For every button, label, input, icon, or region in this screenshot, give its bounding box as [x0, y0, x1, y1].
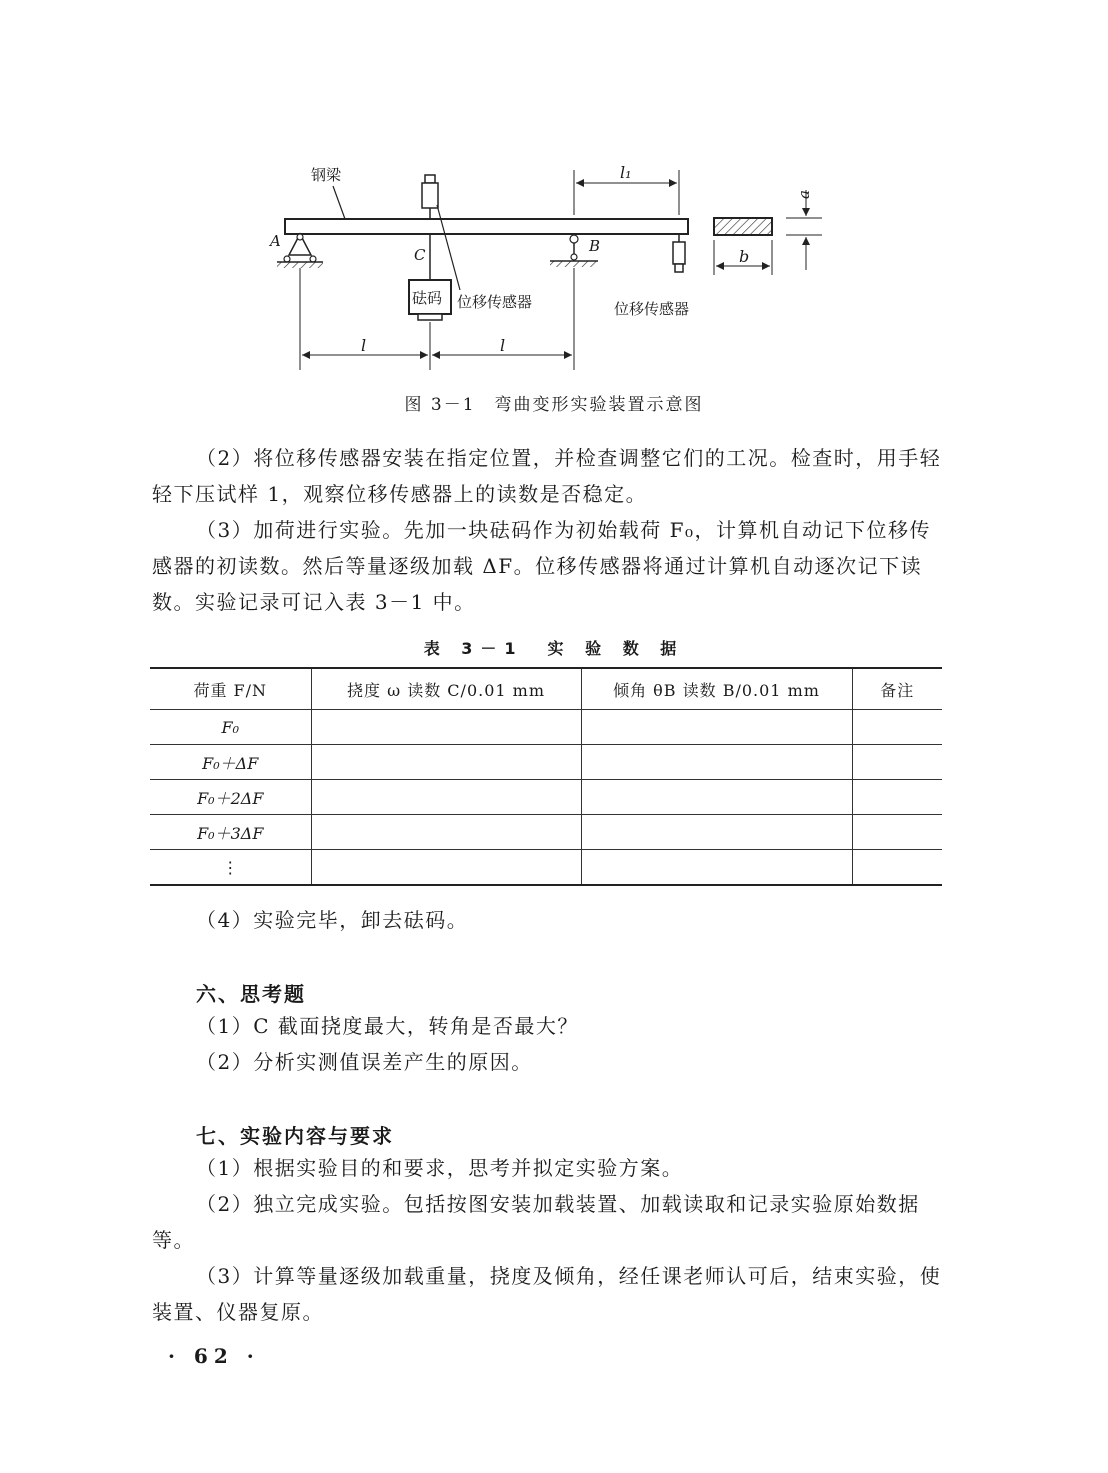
support-a-label: A: [270, 232, 281, 250]
dim-a: a: [795, 190, 813, 199]
steel-beam: [285, 219, 688, 234]
sensor-label-1: 位移传感器: [457, 293, 533, 311]
section-7-heading: 七、实验内容与要求: [196, 1124, 394, 1148]
point-c-label: C: [414, 246, 426, 264]
beam-cross-section: [714, 218, 772, 235]
sensor-label-2: 位移传感器: [614, 300, 690, 318]
table-row: [150, 710, 942, 745]
empty-cell: [852, 745, 942, 780]
page-number: · 62 ·: [168, 1344, 260, 1368]
header-angle: 倾角 θB 读数 B/0.01 mm: [581, 668, 852, 710]
table-row: [150, 815, 942, 850]
empty-cell: [311, 780, 581, 815]
section-6-heading: 六、思考题: [196, 982, 306, 1006]
table-row: [150, 780, 942, 815]
empty-cell: [581, 780, 852, 815]
bending-experiment-diagram: [0, 0, 1108, 380]
table-row: [150, 850, 942, 886]
requirement-3: （3）计算等量逐级加载重量，挠度及倾角，经任课老师认可后，结束实验，使装置、仪器复原。: [152, 1264, 942, 1324]
empty-cell: [311, 850, 581, 886]
table-row: [150, 745, 942, 780]
paragraph-step-2: （2）将位移传感器安装在指定位置，并检查调整它们的工况。检查时，用手轻轻下压试样 1，观察位移传感器上的读数是否稳定。: [152, 446, 942, 506]
data-table: [150, 667, 942, 886]
weight-label: 砝码: [412, 289, 443, 307]
empty-cell: [581, 815, 852, 850]
header-deflection: 挠度 ω 读数 C/0.01 mm: [311, 668, 581, 710]
load-cell: ⋮: [150, 850, 311, 886]
load-cell: F₀＋ΔF: [150, 745, 311, 780]
beam-label: 钢梁: [311, 166, 342, 184]
header-load: 荷重 F/N: [150, 668, 311, 710]
empty-cell: [852, 710, 942, 745]
empty-cell: [311, 710, 581, 745]
displacement-sensor-top: [422, 175, 438, 219]
empty-cell: [311, 745, 581, 780]
load-cell: F₀＋3ΔF: [150, 815, 311, 850]
dim-b: b: [739, 247, 750, 266]
figure-caption: 图 3－1 弯曲变形实验装置示意图: [404, 395, 704, 415]
empty-cell: [311, 815, 581, 850]
load-cell: F₀＋2ΔF: [150, 780, 311, 815]
question-1: （1）C 截面挠度最大，转角是否最大？: [196, 1014, 579, 1038]
requirement-2: （2）独立完成实验。包括按图安装加载装置、加载读取和记录实验原始数据等。: [152, 1192, 920, 1252]
question-2: （2）分析实测值误差产生的原因。: [196, 1050, 533, 1074]
dim-l1: l₁: [620, 163, 632, 182]
requirement-1: （1）根据实验目的和要求，思考并拟定实验方案。: [196, 1156, 684, 1180]
dim-l-right: l: [500, 336, 506, 355]
displacement-sensor-right: [673, 234, 685, 272]
empty-cell: [852, 815, 942, 850]
header-remarks: 备注: [852, 668, 942, 710]
support-b-label: B: [589, 237, 601, 255]
empty-cell: [581, 710, 852, 745]
paragraph-step-3: （3）加荷进行实验。先加一块砝码作为初始载荷 F₀，计算机自动记下位移传感器的初读数。然后等量逐级加载 ΔF。位移传感器将通过计算机自动逐次记下读数。实验记录可记入表 3－1 中。: [152, 518, 931, 614]
empty-cell: [581, 850, 852, 886]
table-title: 表 3－1 实 验 数 据: [423, 639, 685, 658]
paragraph-step-4: （4）实验完毕，卸去砝码。: [196, 908, 469, 932]
table-header-row: [150, 668, 942, 710]
dim-l-left: l: [361, 336, 367, 355]
load-cell: F₀: [150, 710, 311, 745]
empty-cell: [581, 745, 852, 780]
empty-cell: [852, 780, 942, 815]
support-a: [277, 234, 323, 268]
empty-cell: [852, 850, 942, 886]
